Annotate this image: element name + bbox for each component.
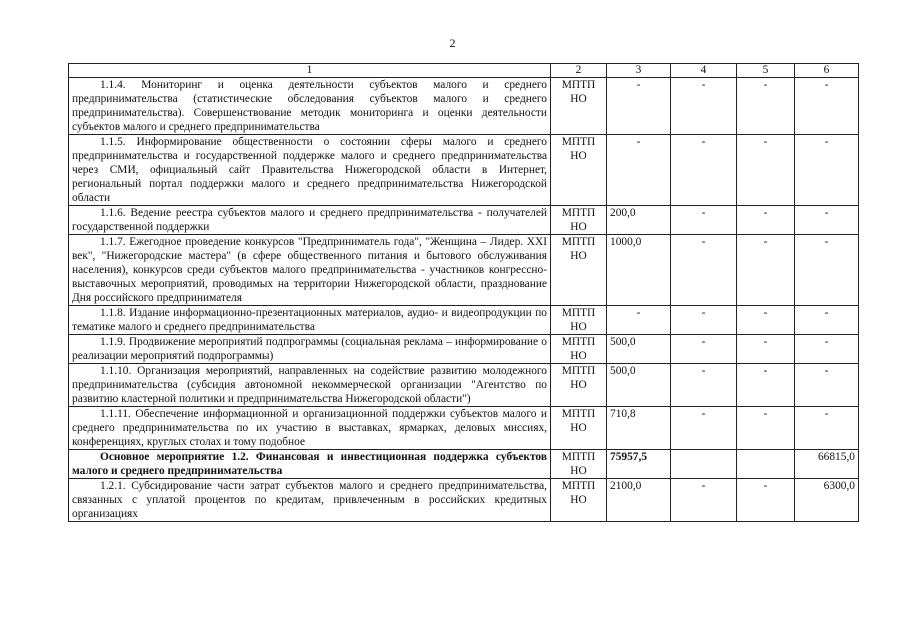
row-executor: МПТП НО: [551, 78, 607, 135]
row-value-col3: 710,8: [607, 407, 671, 450]
row-description: 1.1.5. Информирование общественности о состоянии сферы малого и среднего предпринимательства и государственной поддержке малого и среднего предпринимательства через СМИ, официальный сайт Правительства Нижегородской области в Интернет, региональный портал поддержки малого и среднего предпринимательства Нижегородской области: [69, 135, 551, 206]
row-value-col6: -: [795, 364, 859, 407]
header-col-5: 5: [737, 64, 795, 78]
row-executor: МПТП НО: [551, 479, 607, 522]
row-executor: МПТП НО: [551, 364, 607, 407]
header-col-2: 2: [551, 64, 607, 78]
row-value-col4: -: [671, 364, 737, 407]
table-row: [69, 235, 859, 306]
row-description: 1.1.6. Ведение реестра субъектов малого и среднего предпринимательства - получателей государственной поддержки: [69, 206, 551, 235]
table-row: [69, 206, 859, 235]
row-value-col5: -: [737, 306, 795, 335]
row-value-col5: -: [737, 407, 795, 450]
row-executor: МПТП НО: [551, 450, 607, 479]
row-executor: МПТП НО: [551, 407, 607, 450]
row-value-col5: -: [737, 135, 795, 206]
table-row: [69, 364, 859, 407]
row-value-col3: -: [607, 135, 671, 206]
row-description: 1.2.1. Субсидирование части затрат субъектов малого и среднего предпринимательства, связанных с уплатой процентов по кредитам, привлеченным в российских кредитных организациях: [69, 479, 551, 522]
row-value-col4: -: [671, 235, 737, 306]
row-value-col3: 500,0: [607, 335, 671, 364]
page-number: 2: [449, 36, 456, 50]
table-row: [69, 78, 859, 135]
row-value-col3: 75957,5: [607, 450, 671, 479]
table-row-main-activity: [69, 450, 859, 479]
row-value-col5: -: [737, 364, 795, 407]
header-col-3: 3: [607, 64, 671, 78]
row-description: 1.1.7. Ежегодное проведение конкурсов "Предприниматель года", "Женщина – Лидер. XXI век", "Нижегородские мастера" (в сфере общественного питания и бытового обслуживания населения), конкурсов среди субъектов малого предпринимательства - участников конгрессно-выставочных мероприятий, проводимых на территории Нижегородской области, празднование Дня российского предпринимателя: [69, 235, 551, 306]
row-value-col6: -: [795, 206, 859, 235]
row-executor: МПТП НО: [551, 206, 607, 235]
row-description: 1.1.9. Продвижение мероприятий подпрограммы (социальная реклама – информирование о реализации мероприятий подпрограммы): [69, 335, 551, 364]
row-value-col6: -: [795, 407, 859, 450]
table-row: [69, 407, 859, 450]
row-value-col4: -: [671, 306, 737, 335]
row-value-col5: -: [737, 78, 795, 135]
row-description: 1.1.10. Организация мероприятий, направленных на содействие развитию молодежного предпринимательства (субсидия автономной некоммерческой организации "Агентство по развитию кластерной политики и предпринимательства Нижегородской области"): [69, 364, 551, 407]
row-value-col5: [737, 450, 795, 479]
row-value-col6: -: [795, 306, 859, 335]
row-value-col6: 6300,0: [795, 479, 859, 522]
table-row: [69, 479, 859, 522]
row-description: 1.1.11. Обеспечение информационной и организационной поддержки субъектов малого и среднего предпринимательства по их участию в выставках, ярмарках, деловых миссиях, конференциях, круглых столах и тому подобное: [69, 407, 551, 450]
header-col-6: 6: [795, 64, 859, 78]
row-value-col4: -: [671, 407, 737, 450]
row-value-col4: -: [671, 206, 737, 235]
row-description: Основное мероприятие 1.2. Финансовая и инвестиционная поддержка субъектов малого и среднего предпринимательства: [69, 450, 551, 479]
row-value-col4: -: [671, 335, 737, 364]
row-executor: МПТП НО: [551, 135, 607, 206]
row-value-col3: 200,0: [607, 206, 671, 235]
row-value-col5: -: [737, 335, 795, 364]
row-value-col5: -: [737, 479, 795, 522]
row-description: 1.1.8. Издание информационно-презентационных материалов, аудио- и видеопродукции по тематике малого и среднего предпринимательства: [69, 306, 551, 335]
row-value-col3: -: [607, 306, 671, 335]
row-executor: МПТП НО: [551, 235, 607, 306]
row-value-col4: -: [671, 135, 737, 206]
row-value-col3: 500,0: [607, 364, 671, 407]
header-col-1: 1: [69, 64, 551, 78]
row-value-col6: -: [795, 135, 859, 206]
row-executor: МПТП НО: [551, 306, 607, 335]
row-value-col5: -: [737, 206, 795, 235]
row-value-col6: 66815,0: [795, 450, 859, 479]
row-value-col4: -: [671, 479, 737, 522]
row-value-col6: -: [795, 335, 859, 364]
document-table: [68, 63, 859, 522]
row-value-col4: [671, 450, 737, 479]
table-row: [69, 335, 859, 364]
row-value-col4: -: [671, 78, 737, 135]
row-value-col3: 1000,0: [607, 235, 671, 306]
table-row: [69, 306, 859, 335]
header-row: [69, 64, 859, 78]
row-value-col6: -: [795, 235, 859, 306]
row-value-col5: -: [737, 235, 795, 306]
row-description: 1.1.4. Мониторинг и оценка деятельности субъектов малого и среднего предпринимательства (статистические обследования субъектов малого и среднего предпринимательства). Совершенствование методик мониторинга и оценки деятельности субъектов малого и среднего предпринимательства: [69, 78, 551, 135]
row-value-col3: 2100,0: [607, 479, 671, 522]
row-executor: МПТП НО: [551, 335, 607, 364]
header-col-4: 4: [671, 64, 737, 78]
row-value-col6: -: [795, 78, 859, 135]
row-value-col3: -: [607, 78, 671, 135]
table-row: [69, 135, 859, 206]
